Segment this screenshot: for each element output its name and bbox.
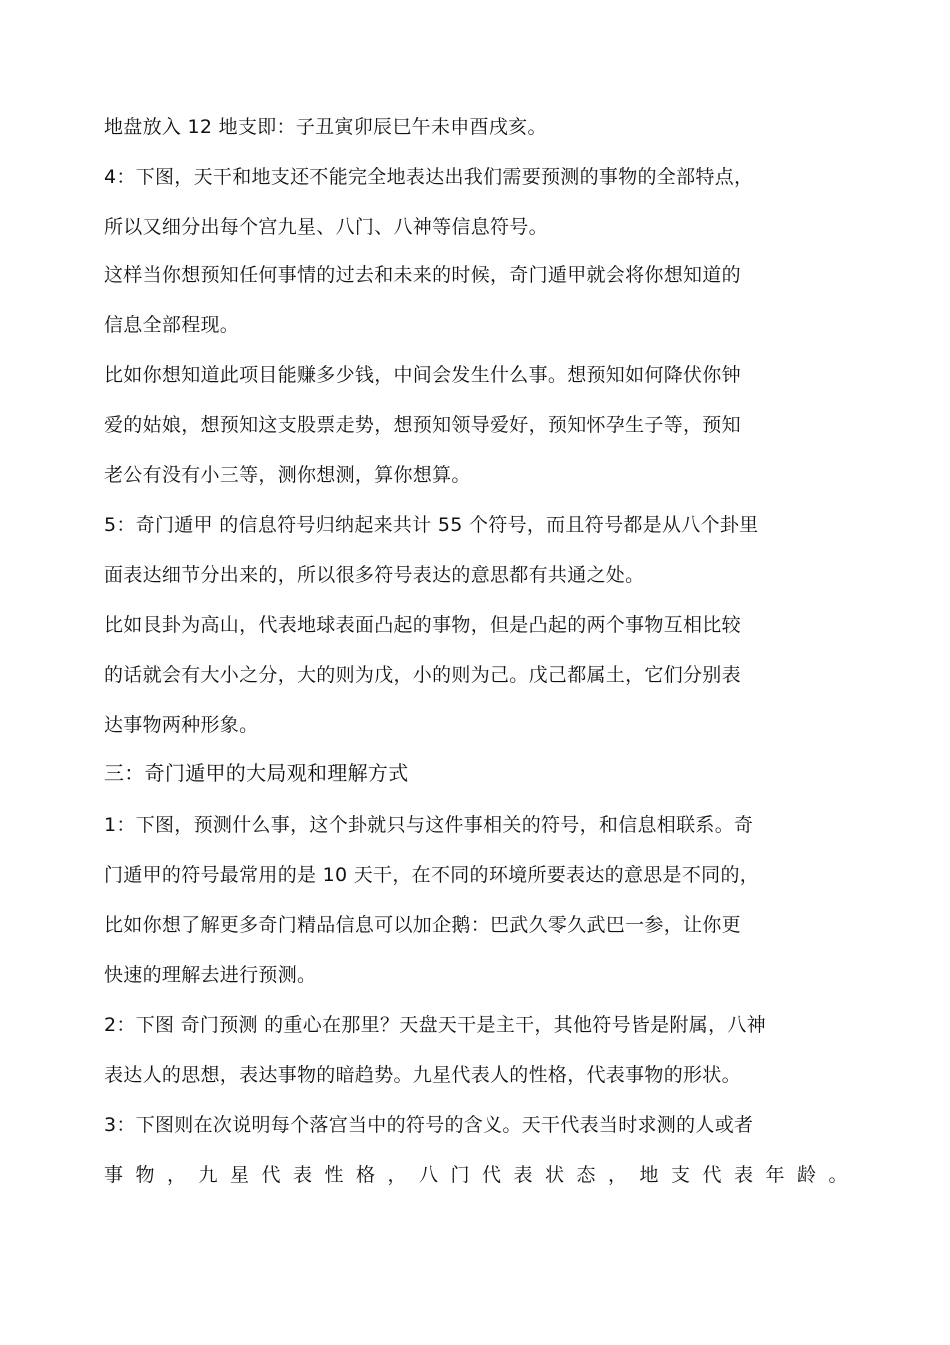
text-line-17: 比如你想了解更多奇门精品信息可以加企鹅：巴武久零久武巴一参，让你更 [104,914,741,936]
text-line-16: 门遁甲的符号最常用的是 10 天干，在不同的环境所要表达的意思是不同的， [104,864,760,886]
text-line-8: 老公有没有小三等，测你想测，算你想算。 [104,464,471,486]
text-line-21: 3：下图则在次说明每个落宫当中的符号的含义。天干代表当时求测的人或者 [104,1114,754,1136]
text-line-1: 地盘放入 12 地支即：子丑寅卯辰巳午未申酉戌亥。 [104,116,547,138]
text-line-9: 5：奇门遁甲 的信息符号归纳起来共计 55 个符号，而且符号都是从八个卦里 [104,514,759,536]
text-line-3: 所以又细分出每个宫九星、八门、八神等信息符号。 [104,216,548,238]
text-line-18: 快速的理解去进行预测。 [104,964,317,986]
text-line-19: 2：下图 奇门预测 的重心在那里？天盘天干是主干，其他符号皆是附属，八神 [104,1014,766,1036]
text-line-12: 的话就会有大小之分，大的则为戊，小的则为己。戊己都属土，它们分别表 [104,664,741,686]
text-line-13: 达事物两种形象。 [104,714,259,736]
text-line-15: 1：下图，预测什么事，这个卦就只与这件事相关的符号，和信息相联系。奇 [104,814,754,836]
text-line-2: 4：下图，天干和地支还不能完全地表达出我们需要预测的事物的全部特点， [104,166,754,188]
section-heading: 三：奇门遁甲的大局观和理解方式 [104,761,409,785]
text-line-10: 面表达细节分出来的，所以很多符号表达的意思都有共通之处。 [104,564,645,586]
text-line-22: 事物，九星代表性格，八门代表状态，地支代表年龄。 [104,1164,861,1186]
text-line-6: 比如你想知道此项目能赚多少钱，中间会发生什么事。想预知如何降伏你钟 [104,364,741,386]
text-line-7: 爱的姑娘，想预知这支股票走势，想预知领导爱好，预知怀孕生子等，预知 [104,414,741,436]
text-line-11: 比如艮卦为高山，代表地球表面凸起的事物，但是凸起的两个事物互相比较 [104,614,741,636]
text-line-4: 这样当你想预知任何事情的过去和未来的时候，奇门遁甲就会将你想知道的 [104,264,741,286]
text-line-20: 表达人的思想，表达事物的暗趋势。九星代表人的性格，代表事物的形状。 [104,1064,741,1086]
text-line-5: 信息全部程现。 [104,314,240,336]
